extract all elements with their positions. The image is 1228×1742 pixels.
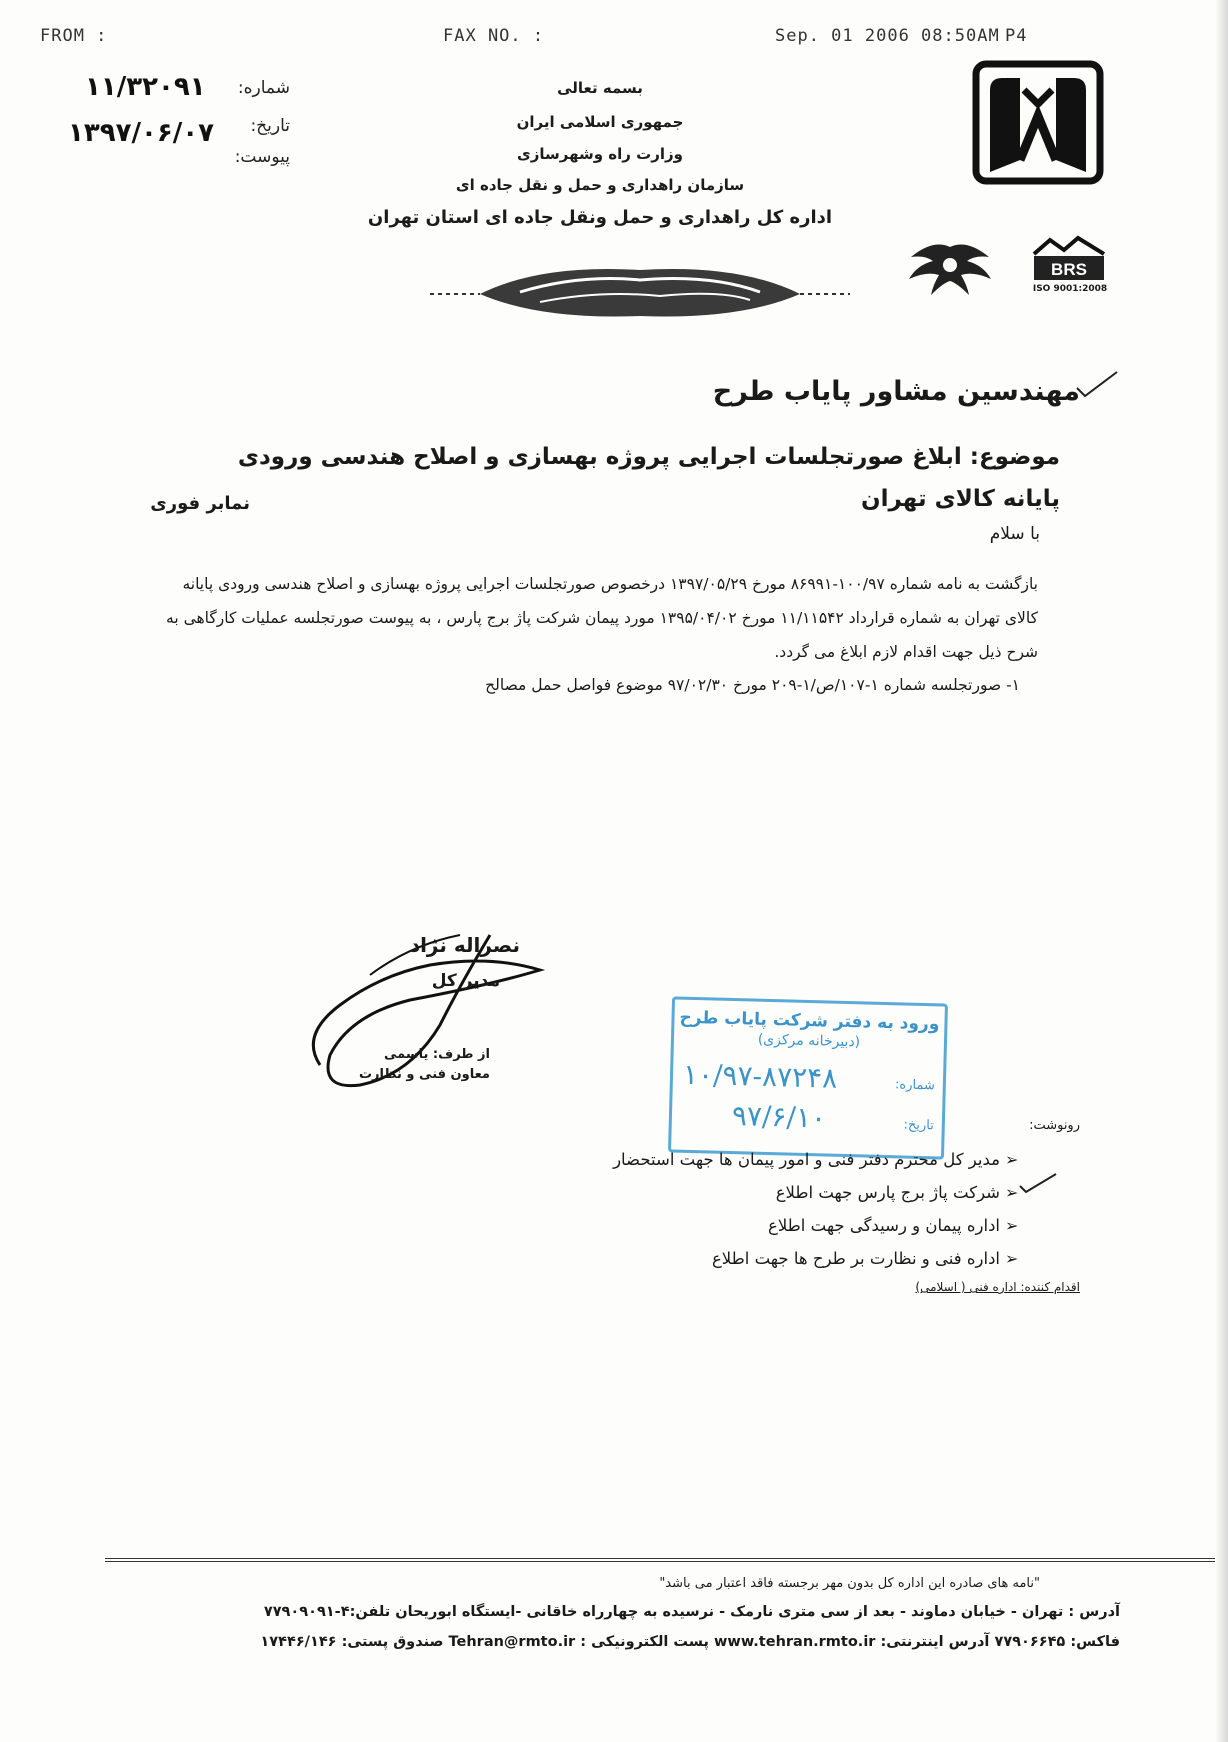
addressee: مهندسین مشاور پایاب طرح <box>712 376 1080 407</box>
attachment-label: پیوست: <box>234 147 290 167</box>
letter-number: ۱۱/۳۲۰۹۱ <box>85 72 206 102</box>
organization-logo <box>972 60 1104 189</box>
body-line-1: بازگشت به نامه شماره ۱۰۰/۹۷-۸۶۹۹۱ مورخ ۱۳۹۷/۰۵/۲۹ درخصوص صورتجلسات اجرایی پروژه بهسازی و اصلاح هندسی ورودی پایانه <box>182 575 1038 593</box>
footer-address: آدرس : تهران - خیابان دماوند - بعد از سی متری نارمک - نرسیده به چهارراه خاقانی -ایستگاه ابوریحان تلفن:۴-۷۷۹۰۹۰۹۱ <box>263 1604 1120 1620</box>
iso-logo <box>1030 232 1110 294</box>
cc-item-1: مدیر کل محترم دفتر فنی و امور پیمان ها جهت استحضار <box>613 1150 1000 1169</box>
letterhead-organization: سازمان راهداری و حمل و نقل جاده ای <box>455 176 745 194</box>
stamp-date: ۹۷/۶/۱۰ <box>731 1099 827 1135</box>
cc-item-2: شرکت پاژ برج پارس جهت اطلاع <box>775 1183 1000 1202</box>
fax-from: FROM : <box>40 26 108 46</box>
signatory-title: مدیر کل <box>431 971 500 991</box>
stamp-subtitle: (دبیرخانه مرکزی) <box>757 1031 861 1051</box>
svg-text:BRS: BRS <box>1051 260 1087 279</box>
signatory-on-behalf: از طرف: یاسمی <box>383 1047 490 1062</box>
body-line-3: شرح ذیل جهت اقدام لازم ابلاغ می گردد. <box>774 643 1038 661</box>
stamp-number: ۱۰/۹۷-۸۷۲۴۸ <box>682 1057 838 1095</box>
subject: موضوع: ابلاغ صورتجلسات اجرایی پروژه بهسازی و اصلاح هندسی ورودی پایانه کالای تهران <box>237 444 1060 512</box>
bismillah: بسمه تعالی <box>557 79 643 97</box>
date-label: تاریخ: <box>250 116 290 136</box>
signatory-deputy: معاون فنی و نظارت <box>358 1067 490 1082</box>
received-stamp <box>668 996 948 1159</box>
fax-page: P4 <box>1005 26 1028 46</box>
cc-label: رونوشت: <box>1029 1118 1080 1133</box>
checkmark-icon <box>1018 1172 1058 1198</box>
list-item: ۱- صورتجلسه شماره ۱-۱۰۷/ص/۱-۲۰۹ مورخ ۹۷/۰۲/۳۰ موضوع فواصل حمل مصالح <box>485 676 1020 694</box>
arrow-icon: ➢ <box>1005 1216 1019 1235</box>
stamp-number-label: شماره: <box>894 1077 936 1094</box>
fax-number: FAX NO. : <box>443 26 545 46</box>
stamp-date-label: تاریخ: <box>903 1117 934 1134</box>
cc-item-4: اداره فنی و نظارت بر طرح ها جهت اطلاع <box>711 1249 1000 1268</box>
letterhead-department: اداره کل راهداری و حمل ونقل جاده ای استان تهران <box>367 207 833 228</box>
greeting: با سلام <box>989 524 1040 544</box>
footer-contact: فاکس: ۷۷۹۰۶۶۴۵ آدرس اینترنتی: www.tehran.rmto.ir پست الکترونیکی : Tehran@rmto.ir صندوق پستی: ۱۷۴۴۶/۱۴۶ <box>260 1634 1120 1650</box>
checkmark-icon <box>1075 370 1120 404</box>
iso-text: ISO 9001:2008 <box>1032 284 1108 294</box>
arrow-icon: ➢ <box>1005 1249 1019 1268</box>
letterhead-country: جمهوری اسلامی ایران <box>516 113 684 131</box>
scan-edge <box>1215 0 1228 1742</box>
body-line-2: کالای تهران به شماره قرارداد ۱۱/۱۱۵۴۲ مورخ ۱۳۹۵/۰۴/۰۲ مورد پیمان شرکت پاژ برج پارس ، به پیوست صورتجلسه عملیات کارگاهی به <box>166 609 1038 627</box>
urgency-note: نمابر فوری <box>150 493 250 514</box>
number-label: شماره: <box>237 78 290 98</box>
stamp-title: ورود به دفتر شرکت پایاب طرح <box>679 1007 940 1035</box>
signature-block <box>290 915 560 1105</box>
letter-date: ۱۳۹۷/۰۶/۰۷ <box>68 118 214 148</box>
signatory-name: نصراله نژاد <box>409 933 520 957</box>
calligraphy-banner <box>420 262 860 322</box>
footer-note: "نامه های صادره این اداره کل بدون مهر برجسته فاقد اعتبار می باشد" <box>659 1576 1040 1591</box>
arrow-icon: ➢ <box>1005 1183 1019 1202</box>
body-paragraph <box>128 567 1038 669</box>
arrow-icon: ➢ <box>1005 1150 1019 1169</box>
action-by: اقدام کننده: اداره فنی ( اسلامی) <box>915 1280 1080 1294</box>
footer-divider <box>105 1558 1228 1562</box>
cc-item-3: اداره پیمان و رسیدگی جهت اطلاع <box>767 1216 1000 1235</box>
emblem-icon <box>903 235 998 304</box>
fax-datetime: Sep. 01 2006 08:50AM <box>775 26 1000 46</box>
letterhead-ministry: وزارت راه وشهرسازی <box>517 145 683 163</box>
